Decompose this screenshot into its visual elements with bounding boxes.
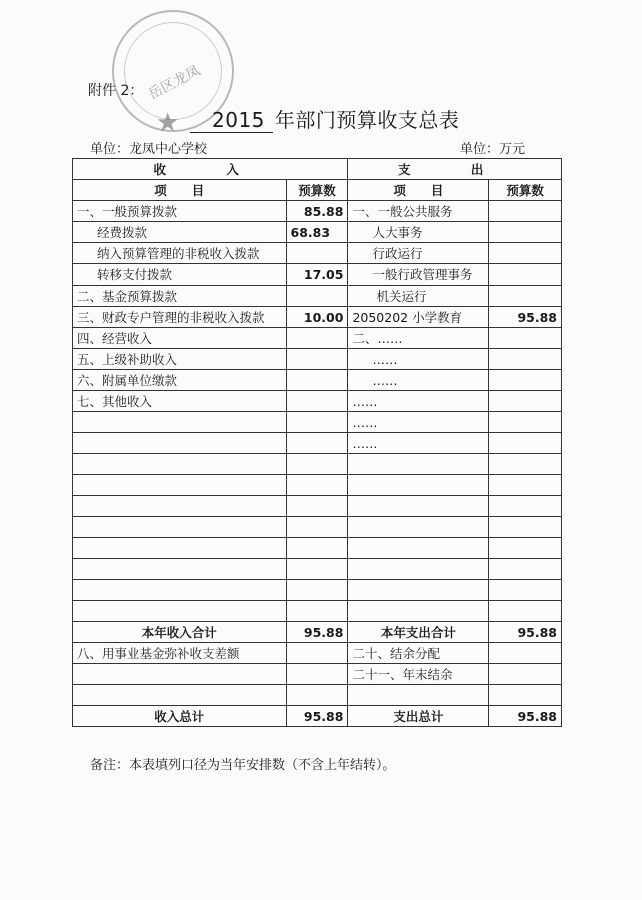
income-budget-cell	[286, 538, 348, 559]
income-budget-cell	[286, 243, 348, 264]
expense-item-cell: 机关运行	[348, 286, 489, 307]
income-budget-cell	[286, 685, 348, 706]
table-row	[73, 475, 562, 496]
table-row	[73, 286, 562, 307]
income-item-cell: 四、经营收入	[73, 328, 287, 349]
table-row	[73, 685, 562, 706]
page-title	[190, 104, 459, 133]
expense-budget-cell	[489, 538, 562, 559]
income-budget-cell	[286, 370, 348, 391]
table-row	[73, 496, 562, 517]
expense-budget-cell	[489, 580, 562, 601]
expense-item-cell	[348, 601, 489, 622]
income-item-cell	[73, 412, 287, 433]
expense-item-cell: ……	[348, 391, 489, 412]
income-item-cell	[73, 664, 287, 685]
income-budget-cell	[286, 433, 348, 454]
income-item-cell	[73, 517, 287, 538]
income-budget-cell	[286, 517, 348, 538]
income-budget-cell	[286, 286, 348, 307]
table-row	[73, 222, 562, 243]
income-header: 收 入	[73, 159, 348, 180]
attachment-label: 附件 2：	[88, 83, 144, 99]
expense-budget-cell	[489, 243, 562, 264]
expense-budget-cell	[489, 685, 562, 706]
income-item-cell: 七、其他收入	[73, 391, 287, 412]
expense-year-total-value: 95.88	[489, 622, 562, 643]
expense-budget-cell	[489, 601, 562, 622]
expense-budget-cell	[489, 264, 562, 286]
table-row	[73, 307, 562, 328]
table-row	[73, 243, 562, 264]
expense-grand-total-value: 95.88	[489, 706, 562, 727]
income-item-cell	[73, 433, 287, 454]
income-budget-cell	[286, 412, 348, 433]
income-budget-cell	[286, 496, 348, 517]
table-header-row	[73, 159, 562, 180]
budget-table-body	[73, 159, 562, 727]
income-item-cell	[73, 454, 287, 475]
expense-budget-cell	[489, 201, 562, 222]
table-row	[73, 412, 562, 433]
star-icon: ★	[156, 108, 180, 138]
expense-item-cell	[348, 538, 489, 559]
income-item-header: 项 目	[73, 180, 287, 201]
income-budget-cell: 10.00	[286, 307, 348, 328]
income-year-total-value: 95.88	[286, 622, 348, 643]
table-row	[73, 580, 562, 601]
income-budget-cell	[286, 454, 348, 475]
income-item-cell: 纳入预算管理的非税收入拨款	[73, 243, 287, 264]
unit-organization: 单位：龙凤中心学校	[90, 142, 208, 157]
income-item-cell: 一、一般预算拨款	[73, 201, 287, 222]
expense-item-cell: ……	[348, 349, 489, 370]
grand-total-row	[73, 706, 562, 727]
expense-budget-cell	[489, 454, 562, 475]
expense-budget-cell	[489, 222, 562, 243]
income-budget-cell	[286, 475, 348, 496]
table-row	[73, 391, 562, 412]
income-budget-cell	[286, 349, 348, 370]
income-budget-cell	[286, 580, 348, 601]
year-total-row	[73, 622, 562, 643]
expense-item-cell: 人大事务	[348, 222, 489, 243]
expense-item-cell	[348, 475, 489, 496]
table-row	[73, 538, 562, 559]
expense-budget-cell	[489, 328, 562, 349]
income-year-total-label: 本年收入合计	[73, 622, 287, 643]
table-row	[73, 601, 562, 622]
income-budget-cell: 17.05	[286, 264, 348, 286]
expense-budget-cell	[489, 664, 562, 685]
income-item-cell: 经费拨款	[73, 222, 287, 243]
expense-item-cell: 2050202 小学教育	[348, 307, 489, 328]
expense-item-cell	[348, 496, 489, 517]
expense-item-cell: ……	[348, 370, 489, 391]
income-grand-total-value: 95.88	[286, 706, 348, 727]
expense-item-cell: ……	[348, 412, 489, 433]
income-budget-cell	[286, 559, 348, 580]
title-year: 2015	[190, 108, 273, 133]
table-row	[73, 643, 562, 664]
table-row	[73, 201, 562, 222]
expense-budget-cell	[489, 412, 562, 433]
expense-item-cell: 二十一、年末结余	[348, 664, 489, 685]
table-row	[73, 349, 562, 370]
expense-budget-cell	[489, 496, 562, 517]
expense-item-cell	[348, 454, 489, 475]
income-item-cell	[73, 475, 287, 496]
expense-budget-cell	[489, 433, 562, 454]
income-item-cell	[73, 580, 287, 601]
table-row	[73, 454, 562, 475]
income-grand-total-label: 收入总计	[73, 706, 287, 727]
expense-budget-cell: 95.88	[489, 307, 562, 328]
expense-budget-cell	[489, 475, 562, 496]
expense-item-cell: ……	[348, 433, 489, 454]
expense-item-header: 项 目	[348, 180, 489, 201]
income-budget-cell: 68.83	[286, 222, 348, 243]
table-row	[73, 664, 562, 685]
budget-table	[72, 158, 562, 727]
expense-budget-cell	[489, 286, 562, 307]
table-row	[73, 328, 562, 349]
income-item-cell: 转移支付拨款	[73, 264, 287, 286]
table-row	[73, 517, 562, 538]
title-text: 年部门预算收支总表	[274, 108, 460, 132]
expense-budget-header: 预算数	[489, 180, 562, 201]
income-item-cell	[73, 601, 287, 622]
expense-budget-cell	[489, 391, 562, 412]
income-item-cell: 三、财政专户管理的非税收入拨款	[73, 307, 287, 328]
unit-currency: 单位：万元	[460, 142, 526, 157]
income-budget-cell	[286, 664, 348, 685]
footnote: 备注：本表填列口径为当年安排数（不含上年结转）。	[90, 758, 396, 773]
income-item-cell: 六、附属单位缴款	[73, 370, 287, 391]
income-budget-cell	[286, 328, 348, 349]
table-subheader-row	[73, 180, 562, 201]
expense-year-total-label: 本年支出合计	[348, 622, 489, 643]
table-row	[73, 264, 562, 286]
expense-grand-total-label: 支出总计	[348, 706, 489, 727]
income-budget-cell	[286, 643, 348, 664]
income-item-cell	[73, 685, 287, 706]
income-budget-cell: 85.88	[286, 201, 348, 222]
seal-text: 岳区龙凤	[145, 62, 203, 104]
income-item-cell: 二、基金预算拨款	[73, 286, 287, 307]
expense-item-cell: 二、……	[348, 328, 489, 349]
table-row	[73, 559, 562, 580]
income-budget-cell	[286, 391, 348, 412]
expense-budget-cell	[489, 517, 562, 538]
income-budget-header: 预算数	[286, 180, 348, 201]
income-item-cell	[73, 496, 287, 517]
expense-budget-cell	[489, 370, 562, 391]
expense-budget-cell	[489, 643, 562, 664]
table-row	[73, 433, 562, 454]
income-item-cell: 五、上级补助收入	[73, 349, 287, 370]
expense-budget-cell	[489, 349, 562, 370]
expense-header: 支 出	[348, 159, 562, 180]
expense-item-cell: 二十、结余分配	[348, 643, 489, 664]
expense-item-cell: 行政运行	[348, 243, 489, 264]
expense-item-cell	[348, 559, 489, 580]
table-row	[73, 370, 562, 391]
income-item-cell: 八、用事业基金弥补收支差额	[73, 643, 287, 664]
income-budget-cell	[286, 601, 348, 622]
expense-item-cell	[348, 685, 489, 706]
income-item-cell	[73, 559, 287, 580]
expense-item-cell	[348, 580, 489, 601]
expense-item-cell	[348, 517, 489, 538]
income-item-cell	[73, 538, 287, 559]
expense-item-cell: 一般行政管理事务	[348, 264, 489, 286]
expense-budget-cell	[489, 559, 562, 580]
expense-item-cell: 一、一般公共服务	[348, 201, 489, 222]
